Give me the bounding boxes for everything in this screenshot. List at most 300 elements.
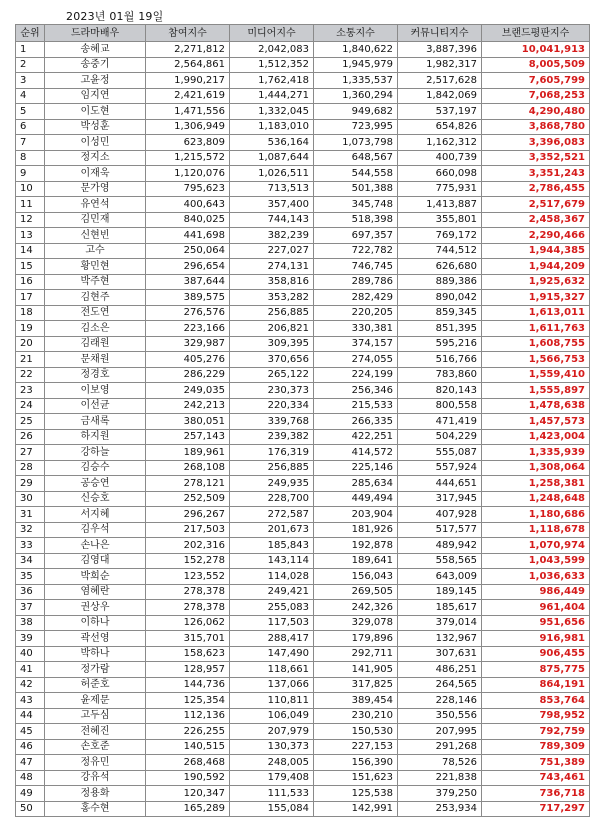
community-index-cell: 1,413,887 — [398, 197, 482, 213]
rank-cell: 10 — [16, 181, 45, 197]
media-index-cell: 206,821 — [230, 321, 314, 337]
communication-index-cell: 282,429 — [314, 290, 398, 306]
table-row — [16, 724, 590, 740]
table-row — [16, 352, 590, 368]
community-index-cell: 1,982,317 — [398, 57, 482, 73]
rank-cell: 5 — [16, 104, 45, 120]
communication-index-cell: 422,251 — [314, 429, 398, 445]
table-row — [16, 538, 590, 554]
communication-index-cell: 151,623 — [314, 770, 398, 786]
participation-index-cell: 123,552 — [146, 569, 230, 585]
brand-reputation-index-cell: 1,457,573 — [482, 414, 590, 430]
community-index-cell: 537,197 — [398, 104, 482, 120]
communication-index-cell: 1,360,294 — [314, 88, 398, 104]
media-index-cell: 249,935 — [230, 476, 314, 492]
community-index-cell: 1,842,069 — [398, 88, 482, 104]
media-index-cell: 309,395 — [230, 336, 314, 352]
brand-reputation-index-cell: 1,258,381 — [482, 476, 590, 492]
rank-cell: 18 — [16, 305, 45, 321]
community-index-cell: 3,887,396 — [398, 42, 482, 58]
community-index-cell: 654,826 — [398, 119, 482, 135]
table-row — [16, 631, 590, 647]
header-community-index: 커뮤니티지수 — [398, 25, 482, 42]
community-index-cell: 595,216 — [398, 336, 482, 352]
media-index-cell: 201,673 — [230, 522, 314, 538]
brand-reputation-index-cell: 3,352,521 — [482, 150, 590, 166]
brand-reputation-index-cell: 10,041,913 — [482, 42, 590, 58]
actor-name-cell: 권상우 — [45, 600, 146, 616]
actor-name-cell: 박하나 — [45, 646, 146, 662]
table-body — [16, 42, 590, 817]
brand-reputation-index-cell: 8,005,509 — [482, 57, 590, 73]
brand-reputation-index-cell: 2,517,679 — [482, 197, 590, 213]
table-row — [16, 228, 590, 244]
rank-cell: 34 — [16, 553, 45, 569]
media-index-cell: 358,816 — [230, 274, 314, 290]
header-actor: 드라마배우 — [45, 25, 146, 42]
community-index-cell: 555,087 — [398, 445, 482, 461]
rank-cell: 43 — [16, 693, 45, 709]
brand-reputation-index-cell: 1,423,004 — [482, 429, 590, 445]
participation-index-cell: 257,143 — [146, 429, 230, 445]
media-index-cell: 179,408 — [230, 770, 314, 786]
participation-index-cell: 250,064 — [146, 243, 230, 259]
participation-index-cell: 189,961 — [146, 445, 230, 461]
header-rank: 순위 — [16, 25, 45, 42]
participation-index-cell: 226,255 — [146, 724, 230, 740]
actor-name-cell: 강유석 — [45, 770, 146, 786]
community-index-cell: 1,162,312 — [398, 135, 482, 151]
communication-index-cell: 1,840,622 — [314, 42, 398, 58]
community-index-cell: 317,945 — [398, 491, 482, 507]
communication-index-cell: 274,055 — [314, 352, 398, 368]
rank-cell: 24 — [16, 398, 45, 414]
actor-name-cell: 이성민 — [45, 135, 146, 151]
actor-name-cell: 공승연 — [45, 476, 146, 492]
community-index-cell: 189,145 — [398, 584, 482, 600]
communication-index-cell: 723,995 — [314, 119, 398, 135]
brand-reputation-index-cell: 4,290,480 — [482, 104, 590, 120]
participation-index-cell: 795,623 — [146, 181, 230, 197]
actor-name-cell: 윤제문 — [45, 693, 146, 709]
brand-reputation-index-cell: 875,775 — [482, 662, 590, 678]
actor-name-cell: 이선균 — [45, 398, 146, 414]
table-row — [16, 569, 590, 585]
brand-reputation-index-cell: 1,308,064 — [482, 460, 590, 476]
participation-index-cell: 389,575 — [146, 290, 230, 306]
communication-index-cell: 256,346 — [314, 383, 398, 399]
participation-index-cell: 202,316 — [146, 538, 230, 554]
community-index-cell: 783,860 — [398, 367, 482, 383]
actor-name-cell: 황민현 — [45, 259, 146, 275]
table-row — [16, 770, 590, 786]
table-header — [16, 25, 590, 42]
participation-index-cell: 296,267 — [146, 507, 230, 523]
participation-index-cell: 380,051 — [146, 414, 230, 430]
table-row — [16, 584, 590, 600]
actor-name-cell: 정지소 — [45, 150, 146, 166]
participation-index-cell: 400,643 — [146, 197, 230, 213]
brand-reputation-index-cell: 1,036,633 — [482, 569, 590, 585]
communication-index-cell: 220,205 — [314, 305, 398, 321]
media-index-cell: 248,005 — [230, 755, 314, 771]
table-row — [16, 600, 590, 616]
actor-name-cell: 문채원 — [45, 352, 146, 368]
media-index-cell: 185,843 — [230, 538, 314, 554]
table-row — [16, 243, 590, 259]
table-row — [16, 708, 590, 724]
table-row — [16, 615, 590, 631]
media-index-cell: 256,885 — [230, 305, 314, 321]
community-index-cell: 557,924 — [398, 460, 482, 476]
rank-cell: 30 — [16, 491, 45, 507]
header-communication-index: 소통지수 — [314, 25, 398, 42]
media-index-cell: 1,332,045 — [230, 104, 314, 120]
participation-index-cell: 112,136 — [146, 708, 230, 724]
community-index-cell: 132,967 — [398, 631, 482, 647]
table-row — [16, 398, 590, 414]
rank-cell: 42 — [16, 677, 45, 693]
community-index-cell: 400,739 — [398, 150, 482, 166]
rank-cell: 41 — [16, 662, 45, 678]
table-row — [16, 42, 590, 58]
rank-cell: 17 — [16, 290, 45, 306]
communication-index-cell: 317,825 — [314, 677, 398, 693]
media-index-cell: 382,239 — [230, 228, 314, 244]
brand-reputation-index-cell: 986,449 — [482, 584, 590, 600]
actor-name-cell: 김소은 — [45, 321, 146, 337]
actor-name-cell: 손나은 — [45, 538, 146, 554]
rank-cell: 9 — [16, 166, 45, 182]
rank-cell: 40 — [16, 646, 45, 662]
community-index-cell: 517,577 — [398, 522, 482, 538]
rank-cell: 12 — [16, 212, 45, 228]
media-index-cell: 110,811 — [230, 693, 314, 709]
media-index-cell: 370,656 — [230, 352, 314, 368]
actor-name-cell: 고두심 — [45, 708, 146, 724]
media-index-cell: 274,131 — [230, 259, 314, 275]
community-index-cell: 379,014 — [398, 615, 482, 631]
table-row — [16, 646, 590, 662]
brand-reputation-index-cell: 1,559,410 — [482, 367, 590, 383]
rank-cell: 23 — [16, 383, 45, 399]
brand-reputation-index-cell: 717,297 — [482, 801, 590, 817]
rank-cell: 38 — [16, 615, 45, 631]
rank-cell: 21 — [16, 352, 45, 368]
actor-name-cell: 송혜교 — [45, 42, 146, 58]
media-index-cell: 106,049 — [230, 708, 314, 724]
actor-name-cell: 신현빈 — [45, 228, 146, 244]
brand-reputation-table — [15, 24, 590, 817]
media-index-cell: 1,026,511 — [230, 166, 314, 182]
brand-reputation-index-cell: 792,759 — [482, 724, 590, 740]
brand-reputation-index-cell: 853,764 — [482, 693, 590, 709]
communication-index-cell: 225,146 — [314, 460, 398, 476]
rank-cell: 13 — [16, 228, 45, 244]
participation-index-cell: 128,957 — [146, 662, 230, 678]
communication-index-cell: 150,530 — [314, 724, 398, 740]
brand-reputation-index-cell: 1,944,385 — [482, 243, 590, 259]
actor-name-cell: 이하나 — [45, 615, 146, 631]
media-index-cell: 118,661 — [230, 662, 314, 678]
table-row — [16, 305, 590, 321]
communication-index-cell: 227,153 — [314, 739, 398, 755]
rank-cell: 35 — [16, 569, 45, 585]
community-index-cell: 253,934 — [398, 801, 482, 817]
table-row — [16, 104, 590, 120]
community-index-cell: 444,651 — [398, 476, 482, 492]
actor-name-cell: 김영대 — [45, 553, 146, 569]
participation-index-cell: 268,108 — [146, 460, 230, 476]
rank-cell: 28 — [16, 460, 45, 476]
rank-cell: 47 — [16, 755, 45, 771]
community-index-cell: 769,172 — [398, 228, 482, 244]
actor-name-cell: 유연석 — [45, 197, 146, 213]
media-index-cell: 357,400 — [230, 197, 314, 213]
table-row — [16, 491, 590, 507]
brand-reputation-index-cell: 1,043,599 — [482, 553, 590, 569]
actor-name-cell: 문가영 — [45, 181, 146, 197]
communication-index-cell: 192,878 — [314, 538, 398, 554]
participation-index-cell: 296,654 — [146, 259, 230, 275]
rank-cell: 27 — [16, 445, 45, 461]
communication-index-cell: 142,991 — [314, 801, 398, 817]
communication-index-cell: 330,381 — [314, 321, 398, 337]
brand-reputation-index-cell: 1,555,897 — [482, 383, 590, 399]
brand-reputation-index-cell: 798,952 — [482, 708, 590, 724]
table-row — [16, 693, 590, 709]
media-index-cell: 1,762,418 — [230, 73, 314, 89]
participation-index-cell: 840,025 — [146, 212, 230, 228]
table-row — [16, 57, 590, 73]
actor-name-cell: 박주현 — [45, 274, 146, 290]
community-index-cell: 851,395 — [398, 321, 482, 337]
communication-index-cell: 389,454 — [314, 693, 398, 709]
rank-cell: 19 — [16, 321, 45, 337]
community-index-cell: 471,419 — [398, 414, 482, 430]
communication-index-cell: 518,398 — [314, 212, 398, 228]
actor-name-cell: 금새록 — [45, 414, 146, 430]
communication-index-cell: 125,538 — [314, 786, 398, 802]
brand-reputation-index-cell: 736,718 — [482, 786, 590, 802]
actor-name-cell: 곽선영 — [45, 631, 146, 647]
actor-name-cell: 강하늘 — [45, 445, 146, 461]
actor-name-cell: 이보영 — [45, 383, 146, 399]
community-index-cell: 744,512 — [398, 243, 482, 259]
rank-cell: 11 — [16, 197, 45, 213]
communication-index-cell: 266,335 — [314, 414, 398, 430]
community-index-cell: 228,146 — [398, 693, 482, 709]
communication-index-cell: 215,533 — [314, 398, 398, 414]
media-index-cell: 227,027 — [230, 243, 314, 259]
communication-index-cell: 722,782 — [314, 243, 398, 259]
rank-cell: 20 — [16, 336, 45, 352]
actor-name-cell: 김현주 — [45, 290, 146, 306]
brand-reputation-index-cell: 1,248,648 — [482, 491, 590, 507]
rank-cell: 26 — [16, 429, 45, 445]
community-index-cell: 489,942 — [398, 538, 482, 554]
actor-name-cell: 고윤정 — [45, 73, 146, 89]
communication-index-cell: 648,567 — [314, 150, 398, 166]
media-index-cell: 249,421 — [230, 584, 314, 600]
brand-reputation-index-cell: 1,070,974 — [482, 538, 590, 554]
table-row — [16, 476, 590, 492]
community-index-cell: 185,617 — [398, 600, 482, 616]
participation-index-cell: 158,623 — [146, 646, 230, 662]
rank-cell: 50 — [16, 801, 45, 817]
community-index-cell: 800,558 — [398, 398, 482, 414]
community-index-cell: 643,009 — [398, 569, 482, 585]
community-index-cell: 516,766 — [398, 352, 482, 368]
communication-index-cell: 1,335,537 — [314, 73, 398, 89]
participation-index-cell: 252,509 — [146, 491, 230, 507]
participation-index-cell: 1,471,556 — [146, 104, 230, 120]
participation-index-cell: 217,503 — [146, 522, 230, 538]
actor-name-cell: 서지혜 — [45, 507, 146, 523]
media-index-cell: 1,512,352 — [230, 57, 314, 73]
media-index-cell: 130,373 — [230, 739, 314, 755]
media-index-cell: 117,503 — [230, 615, 314, 631]
table-row — [16, 197, 590, 213]
community-index-cell: 775,931 — [398, 181, 482, 197]
brand-reputation-index-cell: 3,868,780 — [482, 119, 590, 135]
community-index-cell: 379,250 — [398, 786, 482, 802]
rank-cell: 48 — [16, 770, 45, 786]
brand-reputation-index-cell: 3,396,083 — [482, 135, 590, 151]
communication-index-cell: 746,745 — [314, 259, 398, 275]
media-index-cell: 228,700 — [230, 491, 314, 507]
media-index-cell: 272,587 — [230, 507, 314, 523]
community-index-cell: 486,251 — [398, 662, 482, 678]
rank-cell: 22 — [16, 367, 45, 383]
rank-cell: 44 — [16, 708, 45, 724]
participation-index-cell: 1,306,949 — [146, 119, 230, 135]
participation-index-cell: 190,592 — [146, 770, 230, 786]
actor-name-cell: 정유민 — [45, 755, 146, 771]
table-row — [16, 88, 590, 104]
participation-index-cell: 329,987 — [146, 336, 230, 352]
actor-name-cell: 허준호 — [45, 677, 146, 693]
brand-reputation-index-cell: 2,458,367 — [482, 212, 590, 228]
actor-name-cell: 이도현 — [45, 104, 146, 120]
brand-reputation-index-cell: 951,656 — [482, 615, 590, 631]
communication-index-cell: 203,904 — [314, 507, 398, 523]
community-index-cell: 890,042 — [398, 290, 482, 306]
community-index-cell: 660,098 — [398, 166, 482, 182]
communication-index-cell: 141,905 — [314, 662, 398, 678]
participation-index-cell: 223,166 — [146, 321, 230, 337]
media-index-cell: 255,083 — [230, 600, 314, 616]
rank-cell: 32 — [16, 522, 45, 538]
media-index-cell: 176,319 — [230, 445, 314, 461]
brand-reputation-index-cell: 916,981 — [482, 631, 590, 647]
participation-index-cell: 165,289 — [146, 801, 230, 817]
table-row — [16, 414, 590, 430]
brand-reputation-index-cell: 1,611,763 — [482, 321, 590, 337]
table-row — [16, 522, 590, 538]
actor-name-cell: 홍수현 — [45, 801, 146, 817]
communication-index-cell: 544,558 — [314, 166, 398, 182]
actor-name-cell: 김우석 — [45, 522, 146, 538]
brand-reputation-index-cell: 1,566,753 — [482, 352, 590, 368]
communication-index-cell: 697,357 — [314, 228, 398, 244]
table-row — [16, 119, 590, 135]
communication-index-cell: 345,748 — [314, 197, 398, 213]
brand-reputation-index-cell: 2,786,455 — [482, 181, 590, 197]
media-index-cell: 220,334 — [230, 398, 314, 414]
table-row — [16, 321, 590, 337]
rank-cell: 4 — [16, 88, 45, 104]
brand-reputation-index-cell: 1,118,678 — [482, 522, 590, 538]
media-index-cell: 1,183,010 — [230, 119, 314, 135]
media-index-cell: 339,768 — [230, 414, 314, 430]
brand-reputation-index-cell: 7,605,799 — [482, 73, 590, 89]
participation-index-cell: 125,354 — [146, 693, 230, 709]
rank-cell: 39 — [16, 631, 45, 647]
media-index-cell: 2,042,083 — [230, 42, 314, 58]
rank-cell: 37 — [16, 600, 45, 616]
community-index-cell: 355,801 — [398, 212, 482, 228]
table-row — [16, 336, 590, 352]
participation-index-cell: 126,062 — [146, 615, 230, 631]
actor-name-cell: 이재욱 — [45, 166, 146, 182]
community-index-cell: 350,556 — [398, 708, 482, 724]
rank-cell: 33 — [16, 538, 45, 554]
community-index-cell: 221,838 — [398, 770, 482, 786]
communication-index-cell: 156,043 — [314, 569, 398, 585]
communication-index-cell: 329,078 — [314, 615, 398, 631]
brand-reputation-index-cell: 1,944,209 — [482, 259, 590, 275]
actor-name-cell: 정가람 — [45, 662, 146, 678]
media-index-cell: 353,282 — [230, 290, 314, 306]
rank-cell: 29 — [16, 476, 45, 492]
actor-name-cell: 정용화 — [45, 786, 146, 802]
participation-index-cell: 249,035 — [146, 383, 230, 399]
table-row — [16, 259, 590, 275]
media-index-cell: 143,114 — [230, 553, 314, 569]
table-row — [16, 181, 590, 197]
table-row — [16, 290, 590, 306]
community-index-cell: 78,526 — [398, 755, 482, 771]
communication-index-cell: 292,711 — [314, 646, 398, 662]
media-index-cell: 1,087,644 — [230, 150, 314, 166]
community-index-cell: 558,565 — [398, 553, 482, 569]
media-index-cell: 536,164 — [230, 135, 314, 151]
rank-cell: 14 — [16, 243, 45, 259]
actor-name-cell: 박성훈 — [45, 119, 146, 135]
communication-index-cell: 449,494 — [314, 491, 398, 507]
brand-reputation-index-cell: 864,191 — [482, 677, 590, 693]
rank-cell: 46 — [16, 739, 45, 755]
actor-name-cell: 박희순 — [45, 569, 146, 585]
community-index-cell: 889,386 — [398, 274, 482, 290]
table-row — [16, 212, 590, 228]
rank-cell: 25 — [16, 414, 45, 430]
actor-name-cell: 김승수 — [45, 460, 146, 476]
participation-index-cell: 2,564,861 — [146, 57, 230, 73]
communication-index-cell: 949,682 — [314, 104, 398, 120]
brand-reputation-index-cell: 751,389 — [482, 755, 590, 771]
communication-index-cell: 1,945,979 — [314, 57, 398, 73]
participation-index-cell: 2,421,619 — [146, 88, 230, 104]
media-index-cell: 147,490 — [230, 646, 314, 662]
participation-index-cell: 278,378 — [146, 600, 230, 616]
actor-name-cell: 전도연 — [45, 305, 146, 321]
participation-index-cell: 1,215,572 — [146, 150, 230, 166]
actor-name-cell: 하지원 — [45, 429, 146, 445]
communication-index-cell: 501,388 — [314, 181, 398, 197]
participation-index-cell: 152,278 — [146, 553, 230, 569]
